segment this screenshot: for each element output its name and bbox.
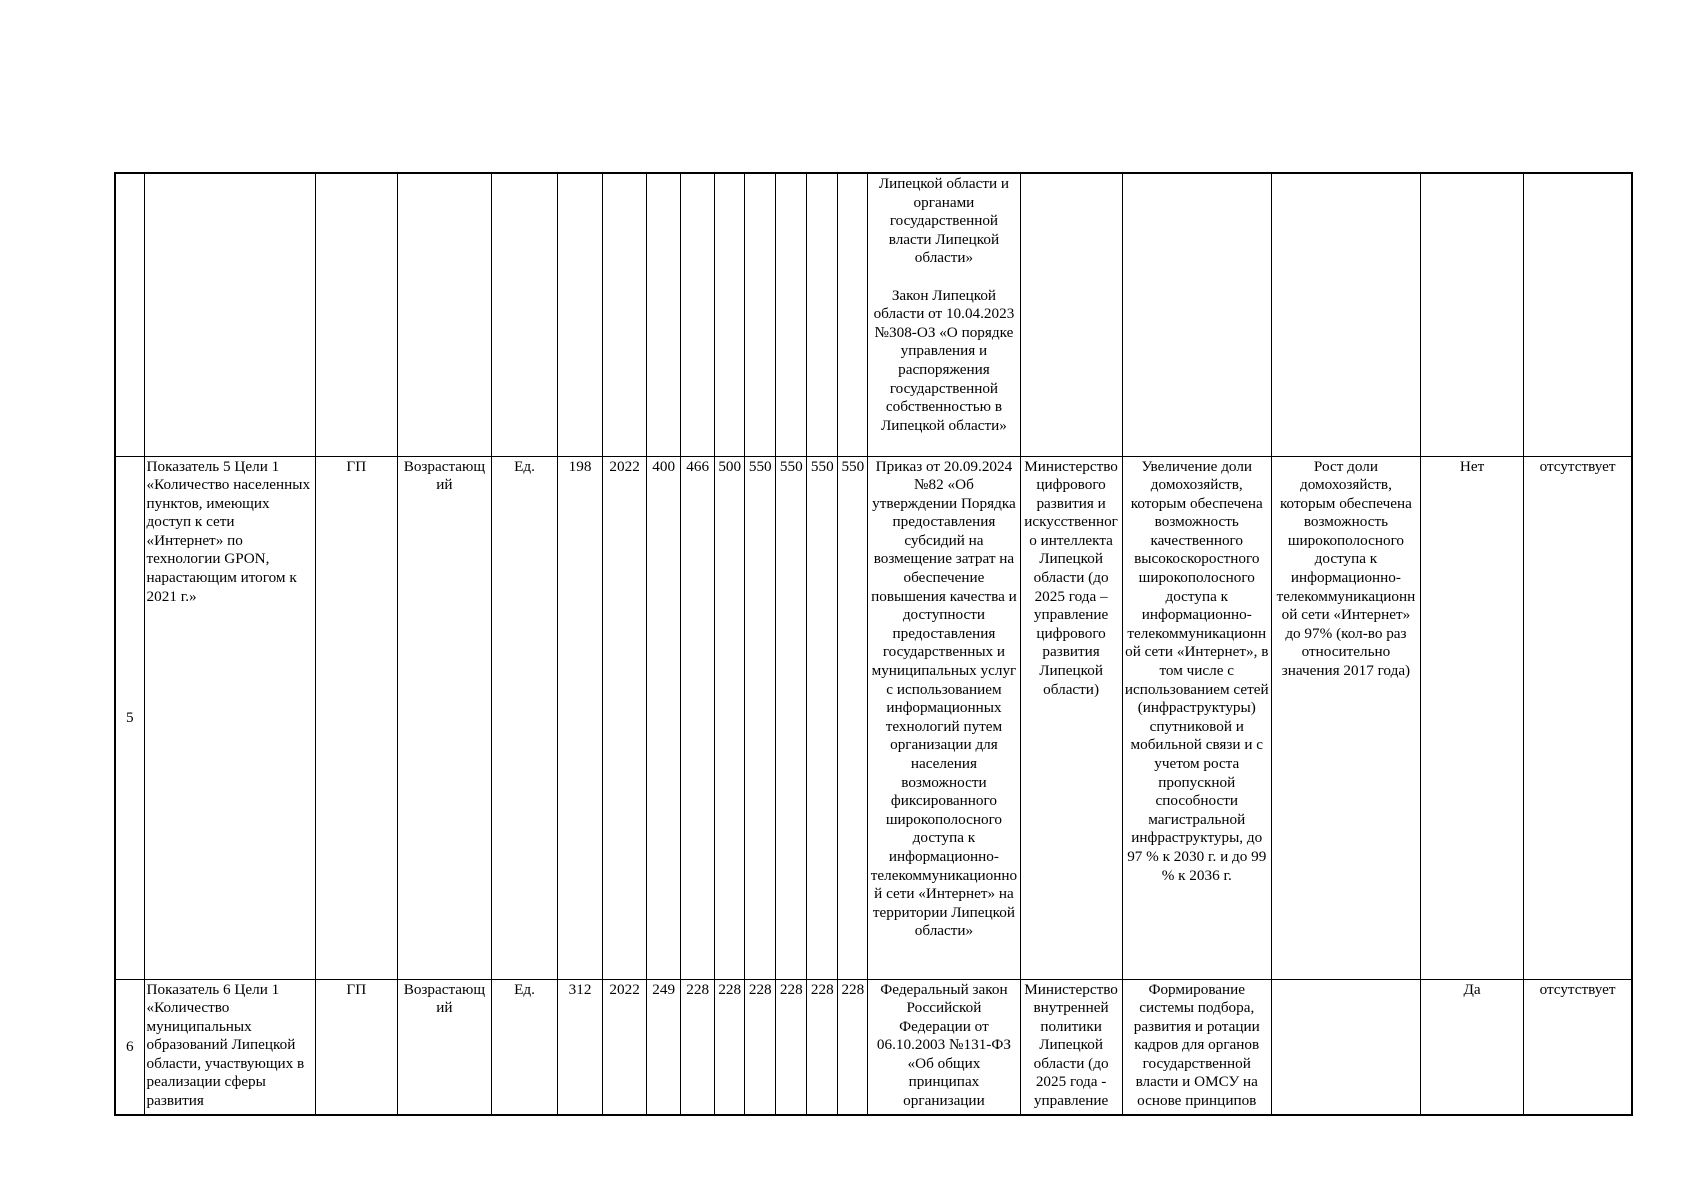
value-cell: 466 [681,456,715,979]
indicator-name: Показатель 5 Цели 1 «Количество населенных пунктов, имеющих доступ к сети «Интернет» по технологии GPON, нарастающим итогом к 2021 г.» [144,456,315,979]
base-year: 2022 [603,979,647,1115]
base-value: 198 [558,456,603,979]
value-cell: 228 [807,979,838,1115]
value-cell: 228 [715,979,745,1115]
table-row [115,173,1632,456]
legal-document: Приказ от 20.09.2024 №82 «Об утверждении Порядка предоставления субсидий на возмещение затрат на обеспечение повышения качества и доступности предоставления государственных и муниципальных услуг с использованием информационных технологий путем организации для населения возможности фиксированного широкополосного доступа к информационно-телекоммуникационной сети «Интернет» на территории Липецкой области» [868,456,1020,979]
table-row [115,979,1632,1115]
legal-document: Федеральный закон Российской Федерации от 06.10.2003 №131-ФЗ «Об общих принципах организации [868,979,1020,1115]
value-cell [745,173,776,456]
related-indicators: Формирование системы подбора, развития и ротации кадров для органов государственной власти и ОМСУ на основе принципов [1122,979,1271,1115]
indicator-level: ГП [315,456,397,979]
row-number: 5 [115,456,144,979]
indicator-unit: Ед. [491,979,557,1115]
value-cell: 400 [647,456,681,979]
value-cell [838,173,868,456]
indicator-unit: Ед. [491,456,557,979]
value-cell: 228 [776,979,807,1115]
base-year [603,173,647,456]
value-cell: 249 [647,979,681,1115]
value-cell: 228 [681,979,715,1115]
indicator-unit [491,173,557,456]
indicator-trend [397,173,491,456]
legal-document: Липецкой области и органами государственной власти Липецкой области» Закон Липецкой области от 10.04.2023 №308-ОЗ «О порядке управления и распоряжения государственной собственностью в Липецкой области» [868,173,1020,456]
federal-link [1271,979,1420,1115]
base-year: 2022 [603,456,647,979]
base-value: 312 [558,979,603,1115]
info-system [1524,173,1632,456]
value-cell [681,173,715,456]
table-row [115,456,1632,979]
base-value [558,173,603,456]
value-cell: 228 [838,979,868,1115]
indicator-level: ГП [315,979,397,1115]
indicators-table [114,172,1633,1116]
value-cell [807,173,838,456]
indicator-trend: Возрастающий [397,456,491,979]
indicator-name: Показатель 6 Цели 1 «Количество муниципальных образований Липецкой области, участвующих в реализации сферы развития [144,979,315,1115]
related-indicators [1122,173,1271,456]
indicator-level [315,173,397,456]
federal-link [1271,173,1420,456]
indicator-trend: Возрастающий [397,979,491,1115]
responsible-body: Министерство внутренней политики Липецкой области (до 2025 года - управление [1020,979,1122,1115]
value-cell [647,173,681,456]
value-cell: 550 [838,456,868,979]
gis-link [1421,173,1524,456]
value-cell: 550 [807,456,838,979]
responsible-body [1020,173,1122,456]
row-number: 6 [115,979,144,1115]
value-cell: 500 [715,456,745,979]
value-cell: 228 [745,979,776,1115]
value-cell [715,173,745,456]
value-cell [776,173,807,456]
indicator-name [144,173,315,456]
gis-link: Нет [1421,456,1524,979]
related-indicators: Увеличение доли домохозяйств, которым обеспечена возможность качественного высокоскоростного широкополосного доступа к информационно-телекоммуникационной сети «Интернет», в том числе с использованием сетей (инфраструктуры) спутниковой и мобильной связи и с учетом роста пропускной способности магистральной инфраструктуры, до 97 % к 2030 г. и до 99 % к 2036 г. [1122,456,1271,979]
gis-link: Да [1421,979,1524,1115]
value-cell: 550 [776,456,807,979]
info-system: отсутствует [1524,456,1632,979]
federal-link: Рост доли домохозяйств, которым обеспечена возможность широкополосного доступа к информационно-телекоммуникационной сети «Интернет» до 97% (кол-во раз относительно значения 2017 года) [1271,456,1420,979]
value-cell: 550 [745,456,776,979]
info-system: отсутствует [1524,979,1632,1115]
row-number [115,173,144,456]
responsible-body: Министерство цифрового развития и искусственного интеллекта Липецкой области (до 2025 года – управление цифрового развития Липецкой области) [1020,456,1122,979]
